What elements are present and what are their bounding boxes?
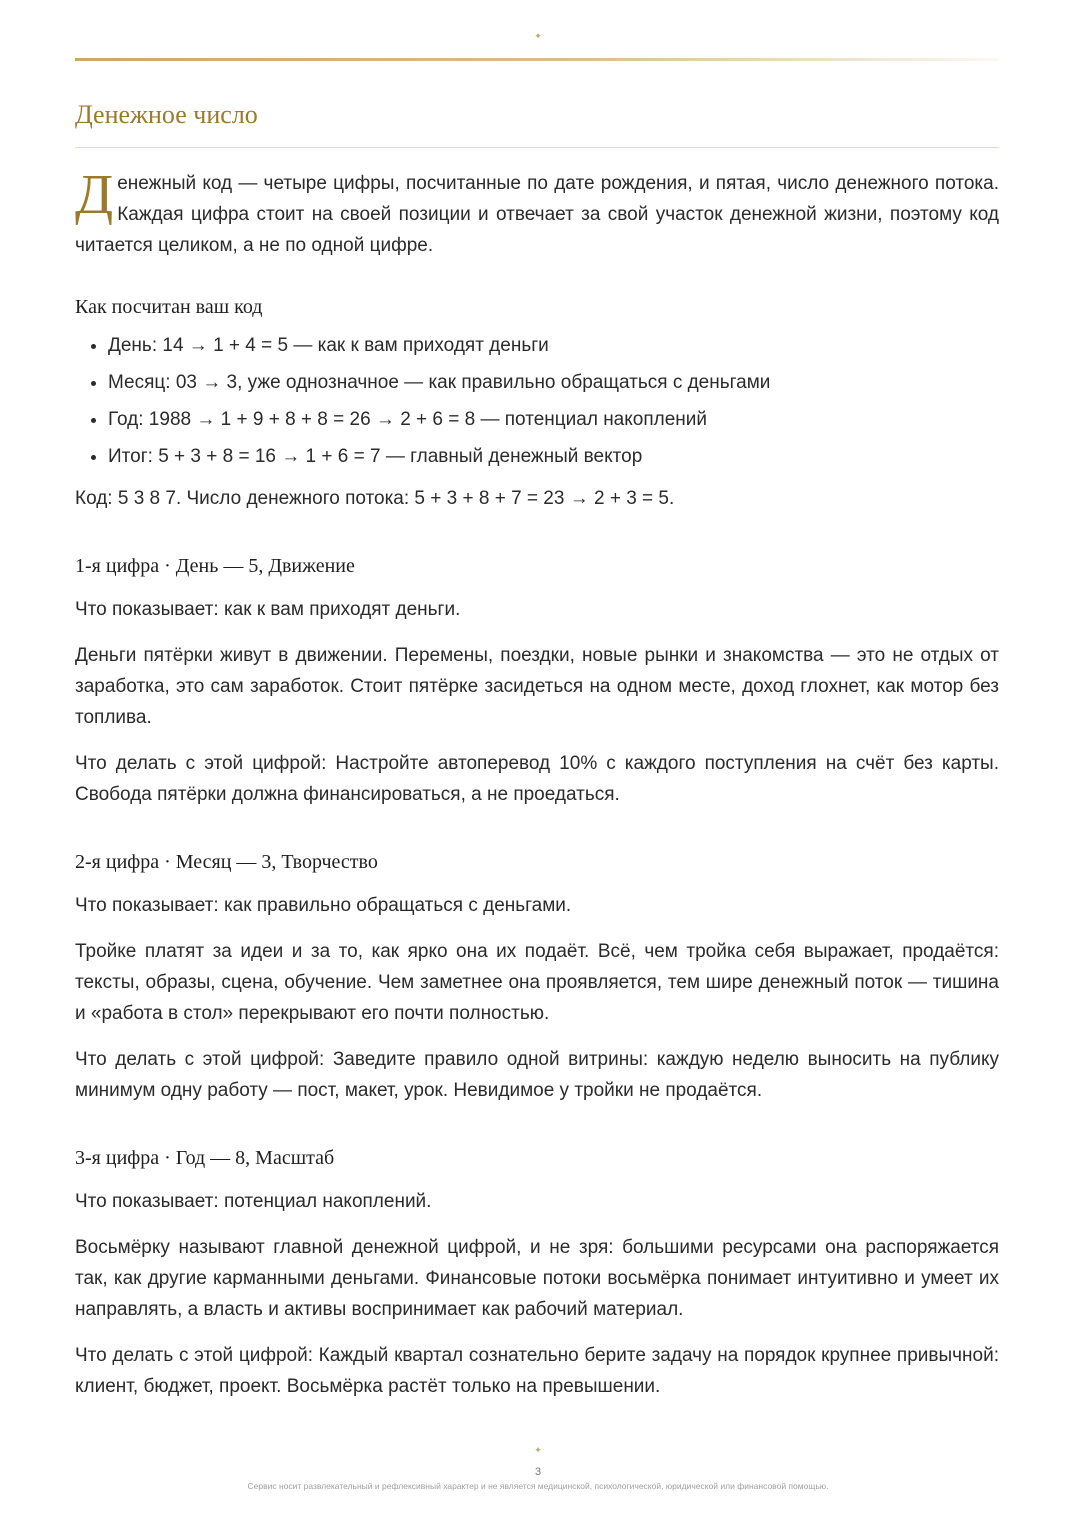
digit-description: Восьмёрку называют главной денежной цифрой, и не зря: большими ресурсами она распоряжается так, как другие карманными деньгами. Финансовые потоки восьмёрка понимает интуитивно и умеет их направлять, а власть и активы воспринимает как рабочий материал. (75, 1237, 999, 1320)
digit-description: Тройке платят за идеи и за то, как ярко она их подаёт. Всё, чем тройка себя выражает, продаётся: тексты, образы, сцена, обучение. Чем заметнее она проявляется, тем шире денежный поток — тишина и «работа в стол» перекрывают его почти полностью. (75, 941, 999, 1024)
digit-action: Что делать с этой цифрой: Настройте автоперевод 10% с каждого поступления на счёт без карты. Свобода пятёрки должна финансироваться, а не проедаться. (75, 753, 999, 805)
calculation-item-year: • Год: 1988 → 1 + 9 + 8 + 8 = 26 → 2 + 6 = 8 — потенциал накоплений (108, 401, 999, 438)
calculation-item-total: • Итог: 5 + 3 + 8 = 16 → 1 + 6 = 7 — главный денежный вектор (108, 438, 999, 475)
digit-heading: 3-я цифра · Год — 8, Масштаб (75, 1147, 335, 1169)
digit-shows: Что показывает: потенциал накоплений. (75, 1191, 432, 1212)
bottom-ornament-icon: ✦ (534, 1445, 542, 1455)
digit-action: Что делать с этой цифрой: Заведите правило одной витрины: каждую неделю выносить на публику минимум одну работу — пост, макет, урок. Невидимое у тройки не продаётся. (75, 1049, 999, 1101)
top-divider (75, 58, 999, 61)
digit-action: Что делать с этой цифрой: Каждый квартал сознательно берите задачу на порядок крупнее привычной: клиент, бюджет, проект. Восьмёрка растёт только на превышении. (75, 1345, 999, 1397)
calculation-item-day: • День: 14 → 1 + 4 = 5 — как к вам приходят деньги (108, 327, 999, 364)
page-number: 3 (534, 1466, 542, 1478)
digit-heading: 1-я цифра · День — 5, Движение (75, 555, 355, 577)
intro-text: енежный код — четыре цифры, посчитанные по дате рождения, и пятая, число денежного потока. Каждая цифра стоит на своей позиции и отвечает за свой участок денежной жизни, поэтому код читается целиком, а не по одной цифре. (75, 173, 999, 256)
top-ornament-icon: ✦ (534, 31, 542, 41)
digit-shows: Что показывает: как к вам приходят деньги. (75, 599, 461, 620)
page-content (75, 95, 999, 1402)
digit-section-2 (75, 848, 999, 1106)
digit-shows: Что показывает: как правильно обращаться с деньгами. (75, 895, 572, 916)
digit-section-1 (75, 552, 999, 810)
footer-disclaimer: Сервис носит развлекательный и рефлексивный характер и не является медицинской, психологической, юридической или финансовой помощью. (247, 1481, 829, 1491)
drop-cap: Д (75, 164, 114, 226)
intro-paragraph (75, 164, 999, 261)
calculation-list (75, 327, 999, 475)
digit-section-3 (75, 1144, 999, 1402)
calculation-item-month: • Месяц: 03 → 3, уже однозначное — как правильно обращаться с деньгами (108, 364, 999, 401)
code-summary: Код: 5 3 8 7. Число денежного потока: 5 + 3 + 8 + 7 = 23 → 2 + 3 = 5. (75, 488, 675, 509)
calculation-heading: Как посчитан ваш код (75, 296, 263, 318)
digit-heading: 2-я цифра · Месяц — 3, Творчество (75, 851, 378, 873)
page-title: Денежное число (75, 95, 999, 148)
digit-description: Деньги пятёрки живут в движении. Перемены, поездки, новые рынки и знакомства — это не отдых от заработка, это сам заработок. Стоит пятёрке засидеться на одном месте, доход глохнет, как мотор без топлива. (75, 645, 999, 728)
